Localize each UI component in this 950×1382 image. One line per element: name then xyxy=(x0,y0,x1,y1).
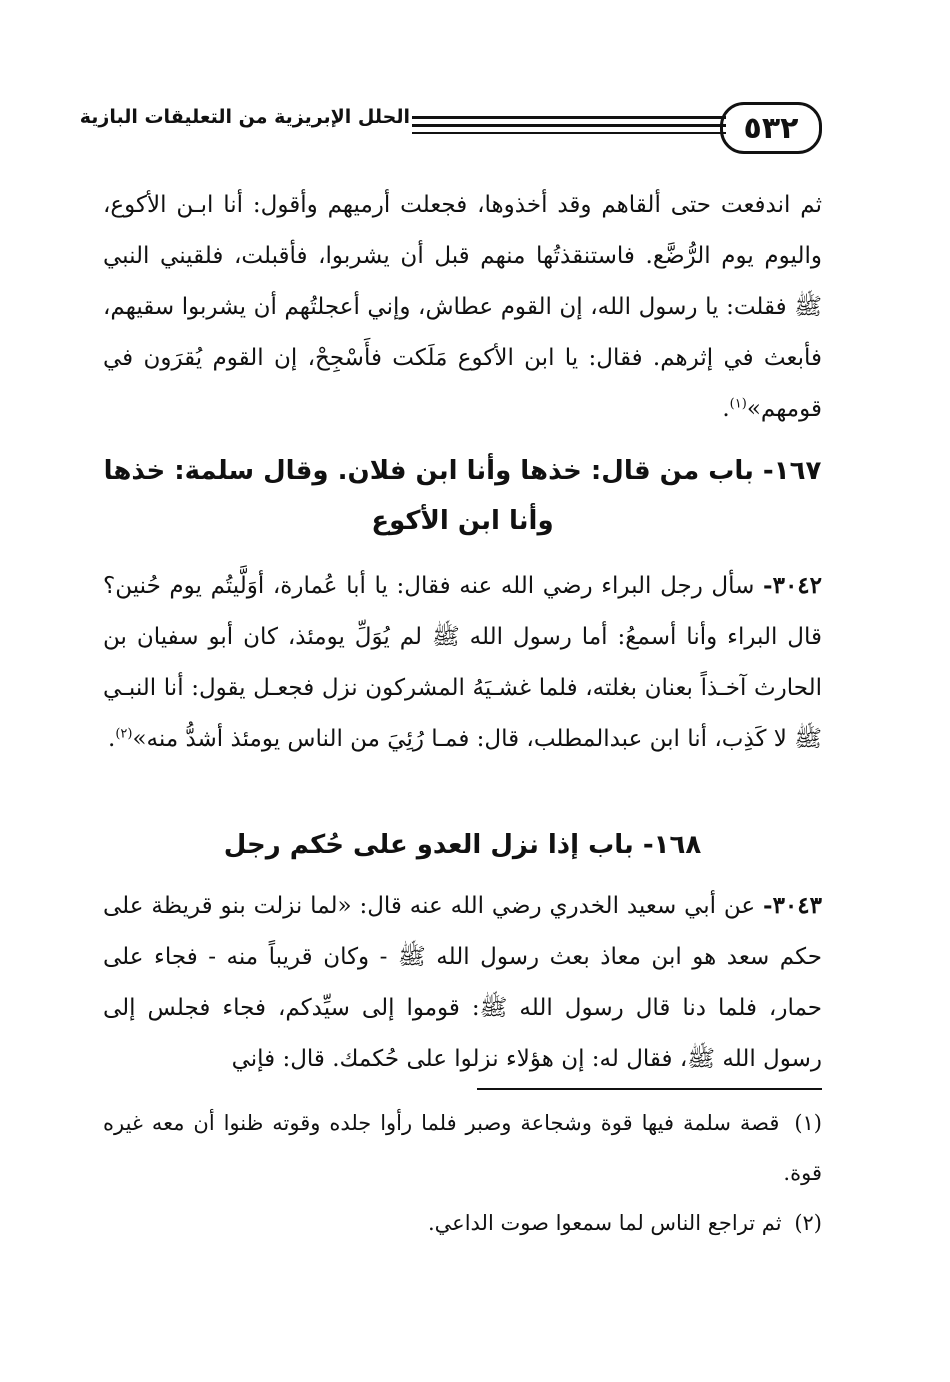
hadith-paragraph xyxy=(103,560,822,765)
running-title: الحلل الإبريزية من التعليقات البازية xyxy=(79,106,410,128)
footnote-number: (٢) xyxy=(794,1211,822,1235)
footnote-ref: (١) xyxy=(729,396,747,412)
paragraph-end: . xyxy=(108,726,116,752)
footnote-number: (١) xyxy=(794,1111,822,1135)
page-header xyxy=(79,96,822,160)
section-heading: ١٦٧- باب من قال: خذها وأنا ابن فلان. وقال سلمة: خذها وأنا ابن الأكوع xyxy=(103,456,822,536)
footnote-text: قصة سلمة فيها قوة وشجاعة وصبر فلما رأوا جلده وقوته ظنوا أن معه غيره قوة. xyxy=(103,1111,822,1185)
paragraph-text: عن أبي سعيد الخدري رضي الله عنه قال: «لما نزلت بنو قريظة على حكم سعد هو ابن معاذ بعث رسول الله ﷺ - وكان قريباً منه - فجاء على حمار، فلما دنا قال رسول الله ﷺ: قوموا إلى سيِّدكم، فجاء فجلس إلى رسول الله ﷺ، فقال له: إن هؤلاء نزلوا على حُكمك. قال: فإني xyxy=(103,893,822,1072)
footnote-separator xyxy=(477,1088,822,1090)
footnote-text: ثم تراجع الناس لما سمعوا صوت الداعي. xyxy=(427,1211,782,1235)
paragraph-end: . xyxy=(722,396,730,422)
paragraph-text: ثم اندفعت حتى ألقاهم وقد أخذوها، فجعلت أرميهم وأقول: أنا ابـن الأكوع، واليوم يوم الرُّضَّع. فاستنقذتُها منهم قبل أن يشربوا، فأقبلت، فلقيني النبي ﷺ فقلت: يا رسول الله، إن القوم عطاش، وإني أعجلتُهم أن يشربوا سقيهم، فأبعث في إثرهم. فقال: يا ابن الأكوع مَلَكت فأَسْجِحْ، إن القوم يُقرَون في قومهم» xyxy=(103,192,822,422)
hadith-number: ٣٠٤٣- xyxy=(763,892,822,919)
paragraph-text: سأل رجل البراء رضي الله عنه فقال: يا أبا عُمارة، أوَلَّيتُم يوم حُنين؟ قال البراء وأنا أسمعُ: أما رسول الله ﷺ لم يُوَلِّ يومئذ، كان أبو سفيان بن الحارث آخـذاً بعنان بغلته، فلما غشـيَهُ المشركون نزل فجعـل يقول: أنا النبـي ﷺ لا كَذِب، أنا ابن عبدالمطلب، قال: فمـا رُئِيَ من الناس يومئذ أشدُّ منه» xyxy=(103,573,822,752)
header-rule xyxy=(412,116,726,119)
section-heading: ١٦٨- باب إذا نزل العدو على حُكم رجل xyxy=(223,830,702,860)
footnote xyxy=(103,1098,822,1198)
paragraph xyxy=(103,180,822,435)
footnote xyxy=(103,1198,822,1248)
footnotes xyxy=(103,1098,822,1248)
footnote-ref: (٢) xyxy=(115,726,133,742)
hadith-paragraph xyxy=(103,880,822,1085)
hadith-number: ٣٠٤٢- xyxy=(763,572,823,599)
page-number-badge: ٥٣٢ xyxy=(720,102,822,154)
header-rule xyxy=(412,132,726,134)
header-rule xyxy=(412,124,726,127)
